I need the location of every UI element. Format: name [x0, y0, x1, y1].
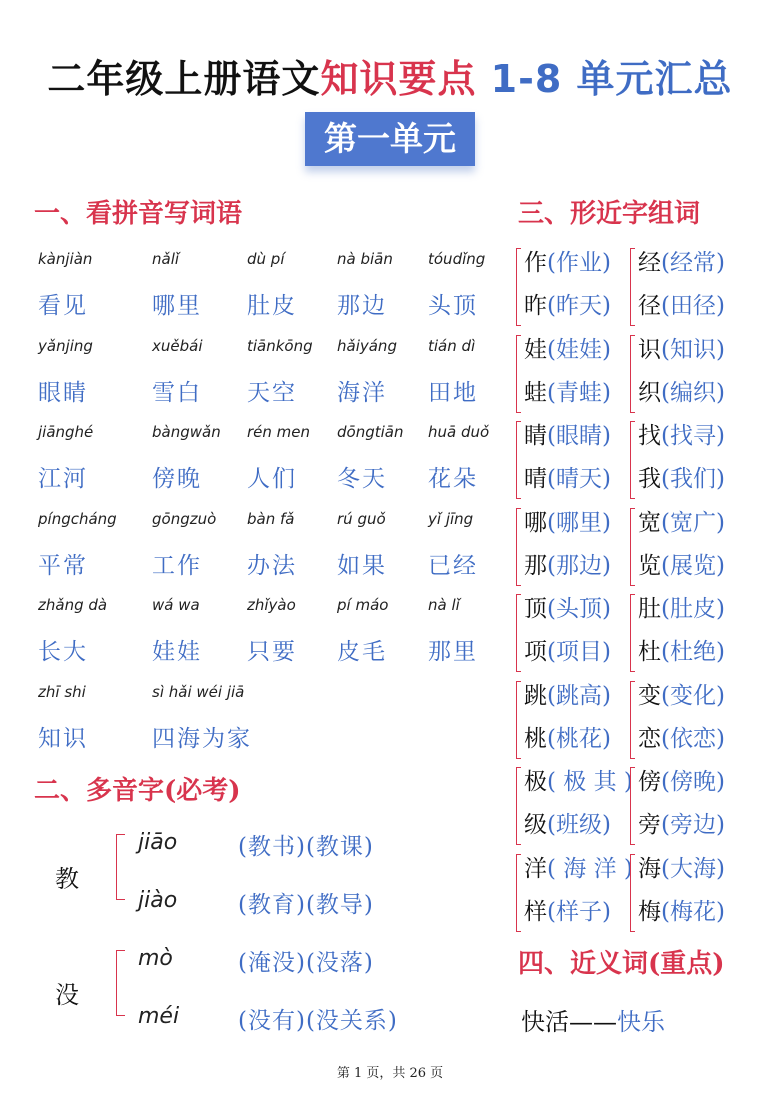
section-heading-similar-chars: 三、形近字组词: [518, 199, 701, 229]
hanzi-word: 办法: [247, 552, 297, 579]
section-heading-pinyin: 一、看拼音写词语: [34, 199, 243, 229]
hanzi-word: 冬天: [337, 466, 387, 492]
pinyin-text: zhī shi: [38, 682, 86, 701]
similar-char-entry: [524, 374, 611, 407]
similar-char-entry: [524, 850, 633, 883]
similar-char-entry: [524, 590, 611, 623]
synonym-word-a: 快活: [521, 1008, 569, 1036]
similar-char: 找: [638, 423, 661, 449]
pinyin-text: píngcháng: [38, 509, 117, 528]
similar-pair-bracket: [516, 248, 521, 326]
hanzi-word: 海洋: [337, 379, 387, 406]
similar-char-word: (知识): [661, 336, 725, 363]
synonym-dash: ——: [569, 1008, 617, 1036]
similar-char: 级: [524, 812, 547, 838]
pinyin-text: kànjiàn: [38, 250, 93, 268]
pinyin-text: tián dì: [428, 336, 476, 355]
similar-char-word: (宽广): [661, 509, 725, 536]
similar-char-word: (昨天): [547, 293, 611, 319]
hanzi-word: 娃娃: [152, 639, 202, 665]
similar-char-entry: [524, 763, 633, 796]
similar-char-word: (编织): [661, 379, 725, 406]
similar-char-entry: [524, 287, 611, 320]
similar-char-word: (傍晚): [661, 769, 725, 795]
hanzi-word: 江河: [38, 466, 88, 492]
similar-char: 梅: [638, 898, 661, 925]
similar-char-word: (眼睛): [547, 423, 611, 449]
similar-char: 娃: [524, 336, 547, 363]
hanzi-word: 如果: [337, 552, 387, 579]
pinyin-text: nà biān: [337, 250, 393, 268]
similar-char: 极: [524, 769, 547, 795]
similar-char-entry: [638, 893, 725, 926]
hanzi-word: 雪白: [152, 379, 202, 406]
similar-char-word: (桃花): [547, 725, 611, 752]
similar-char: 变: [638, 682, 661, 709]
similar-char: 肚: [638, 596, 661, 622]
similar-pair-bracket: [516, 335, 521, 413]
pinyin-text: sì hǎi wéi jiā: [152, 682, 245, 701]
similar-char-word: (作业): [547, 250, 611, 276]
polyphone-char: 没: [55, 981, 79, 1009]
hanzi-word: 看见: [38, 293, 88, 319]
similar-char-word: ( 极 其 ): [547, 769, 633, 795]
pinyin-text: gōngzuò: [152, 509, 217, 528]
similar-char: 我: [638, 466, 661, 492]
polyphone-pinyin: jiāo: [138, 830, 178, 855]
unit-badge: 第一单元: [305, 112, 475, 166]
pinyin-text: yǎnjing: [38, 336, 93, 355]
similar-pair-bracket: [630, 421, 635, 499]
hanzi-word: 哪里: [152, 293, 202, 319]
similar-pair-bracket: [516, 421, 521, 499]
similar-char-entry: [638, 331, 725, 364]
similar-char-entry: [638, 633, 725, 666]
similar-char: 洋: [524, 855, 547, 882]
section-heading-synonyms: 四、近义词(重点): [518, 949, 725, 979]
page-footer: 第 1 页，共 26 页: [336, 1066, 444, 1081]
similar-char-word: (展览): [661, 552, 725, 579]
pinyin-text: dù pí: [247, 250, 285, 268]
similar-char-word: (项目): [547, 639, 611, 665]
hanzi-word: 长大: [38, 639, 88, 665]
similar-char: 昨: [524, 293, 547, 319]
similar-char: 睛: [524, 423, 547, 449]
similar-pair-bracket: [630, 335, 635, 413]
similar-char: 宽: [638, 509, 661, 536]
pinyin-text: wá wa: [152, 596, 200, 614]
pinyin-text: rén men: [247, 423, 311, 441]
similar-char-word: (那边): [547, 552, 611, 579]
similar-pair-bracket: [516, 508, 521, 586]
similar-char-entry: [638, 850, 725, 883]
synonym-word-b: 快乐: [617, 1008, 665, 1036]
similar-char: 经: [638, 250, 661, 276]
similar-pair-bracket: [630, 248, 635, 326]
similar-pair-bracket: [630, 767, 635, 845]
title-part-1: 二年级上册语文: [47, 57, 321, 101]
polyphone-brace: [116, 950, 125, 1016]
pinyin-text: rú guǒ: [337, 509, 386, 528]
similar-char-entry: [638, 720, 725, 753]
title-part-2: 知识要点: [320, 57, 491, 101]
similar-char-entry: [638, 806, 725, 839]
similar-char-entry: [638, 763, 725, 796]
hanzi-word: 工作: [152, 552, 202, 579]
similar-char-word: (梅花): [661, 898, 725, 925]
pinyin-text: xuěbái: [152, 336, 203, 355]
similar-pair-bracket: [630, 681, 635, 759]
polyphone-char: 教: [55, 865, 79, 893]
pinyin-text: dōngtiān: [337, 423, 404, 441]
similar-char-entry: [524, 244, 611, 277]
similar-char: 哪: [524, 509, 547, 536]
synonym-pair: [521, 1002, 665, 1037]
similar-char: 杜: [638, 639, 661, 665]
similar-char: 织: [638, 379, 661, 406]
hanzi-word: 只要: [247, 639, 297, 665]
polyphone-words: (淹没)(没落): [238, 950, 374, 976]
polyphone-words: (没有)(没关系): [238, 1008, 398, 1034]
pinyin-text: jiānghé: [38, 423, 94, 441]
hanzi-word: 四海为家: [152, 725, 252, 752]
similar-char-entry: [524, 504, 611, 537]
polyphone-words: (教书)(教课): [238, 834, 374, 860]
similar-char-entry: [638, 417, 725, 450]
similar-char-word: (晴天): [547, 466, 611, 492]
similar-char: 晴: [524, 466, 547, 492]
similar-char: 旁: [638, 812, 661, 838]
similar-pair-bracket: [630, 508, 635, 586]
pinyin-text: bàngwǎn: [152, 423, 221, 441]
similar-char-word: (找寻): [661, 423, 725, 449]
similar-pair-bracket: [630, 854, 635, 932]
hanzi-word: 天空: [247, 379, 297, 406]
pinyin-text: yǐ jīng: [428, 509, 474, 528]
pinyin-text: bàn fǎ: [247, 509, 295, 528]
polyphone-pinyin: méi: [138, 1004, 180, 1029]
similar-char-word: (样子): [547, 898, 611, 925]
similar-char-word: (田径): [661, 293, 725, 319]
similar-char: 览: [638, 552, 661, 579]
similar-char: 恋: [638, 725, 661, 752]
similar-char-entry: [524, 417, 611, 450]
pinyin-text: zhǐyào: [247, 596, 296, 614]
similar-char-entry: [638, 677, 725, 710]
similar-char: 项: [524, 639, 547, 665]
hanzi-word: 知识: [38, 725, 88, 752]
similar-char-word: (哪里): [547, 509, 611, 536]
similar-char-entry: [638, 547, 725, 580]
similar-char: 傍: [638, 769, 661, 795]
similar-char-entry: [524, 460, 611, 493]
hanzi-word: 头顶: [428, 293, 478, 319]
hanzi-word: 那里: [428, 639, 478, 665]
similar-char-word: (杜绝): [661, 639, 725, 665]
similar-char-word: (经常): [661, 250, 725, 276]
hanzi-word: 那边: [337, 293, 387, 319]
similar-char-entry: [638, 460, 725, 493]
pinyin-text: huā duǒ: [428, 423, 490, 441]
similar-pair-bracket: [516, 681, 521, 759]
similar-pair-bracket: [630, 594, 635, 672]
similar-char: 作: [524, 250, 547, 276]
polyphone-pinyin: mò: [138, 946, 173, 971]
hanzi-word: 眼睛: [38, 379, 88, 406]
similar-char: 样: [524, 898, 547, 925]
similar-char-entry: [638, 244, 725, 277]
similar-char-word: (头顶): [547, 596, 611, 622]
pinyin-text: nà lǐ: [428, 596, 460, 614]
similar-char-entry: [524, 720, 611, 753]
similar-char-entry: [524, 633, 611, 666]
title-part-3: 1-8 单元汇总: [490, 57, 733, 101]
hanzi-word: 平常: [38, 552, 88, 579]
hanzi-word: 皮毛: [337, 639, 387, 665]
pinyin-text: nǎlǐ: [152, 250, 180, 268]
pinyin-text: tóudǐng: [428, 250, 486, 268]
similar-char: 顶: [524, 596, 547, 622]
similar-char-entry: [638, 504, 725, 537]
similar-char: 桃: [524, 725, 547, 752]
pinyin-text: pí máo: [337, 596, 389, 614]
similar-pair-bracket: [516, 767, 521, 845]
similar-char-word: (我们): [661, 466, 725, 492]
similar-pair-bracket: [516, 594, 521, 672]
similar-char-word: (青蛙): [547, 379, 611, 406]
similar-char-word: (旁边): [661, 812, 725, 838]
similar-char-word: (班级): [547, 812, 611, 838]
similar-char-entry: [524, 806, 611, 839]
similar-char-entry: [524, 893, 611, 926]
similar-char: 识: [638, 336, 661, 363]
similar-char: 跳: [524, 682, 547, 709]
similar-char-word: (跳高): [547, 682, 611, 709]
similar-char-word: (肚皮): [661, 596, 725, 622]
hanzi-word: 傍晚: [152, 466, 202, 492]
polyphone-brace: [116, 834, 125, 900]
pinyin-text: zhǎng dà: [38, 596, 108, 614]
page-title: [0, 48, 780, 103]
similar-char: 海: [638, 855, 661, 882]
hanzi-word: 肚皮: [247, 293, 297, 319]
similar-pair-bracket: [516, 854, 521, 932]
similar-char-word: (变化): [661, 682, 725, 709]
pinyin-text: hǎiyáng: [337, 336, 397, 355]
similar-char-word: (娃娃): [547, 336, 611, 363]
pinyin-text: tiānkōng: [247, 336, 313, 355]
similar-char: 径: [638, 293, 661, 319]
hanzi-word: 花朵: [428, 466, 478, 492]
polyphone-pinyin: jiào: [138, 888, 178, 913]
similar-char-word: (大海): [661, 855, 725, 882]
similar-char-entry: [524, 331, 611, 364]
hanzi-word: 人们: [247, 466, 297, 492]
hanzi-word: 田地: [428, 379, 478, 406]
similar-char: 蛙: [524, 379, 547, 406]
similar-char-entry: [524, 677, 611, 710]
section-heading-polyphones: 二、多音字(必考): [34, 776, 241, 806]
similar-char-word: ( 海 洋 ): [547, 855, 633, 882]
similar-char-entry: [638, 287, 725, 320]
similar-char-entry: [638, 374, 725, 407]
similar-char: 那: [524, 552, 547, 579]
hanzi-word: 已经: [428, 552, 478, 579]
polyphone-words: (教育)(教导): [238, 892, 374, 918]
similar-char-entry: [524, 547, 611, 580]
similar-char-word: (依恋): [661, 725, 725, 752]
similar-char-entry: [638, 590, 725, 623]
